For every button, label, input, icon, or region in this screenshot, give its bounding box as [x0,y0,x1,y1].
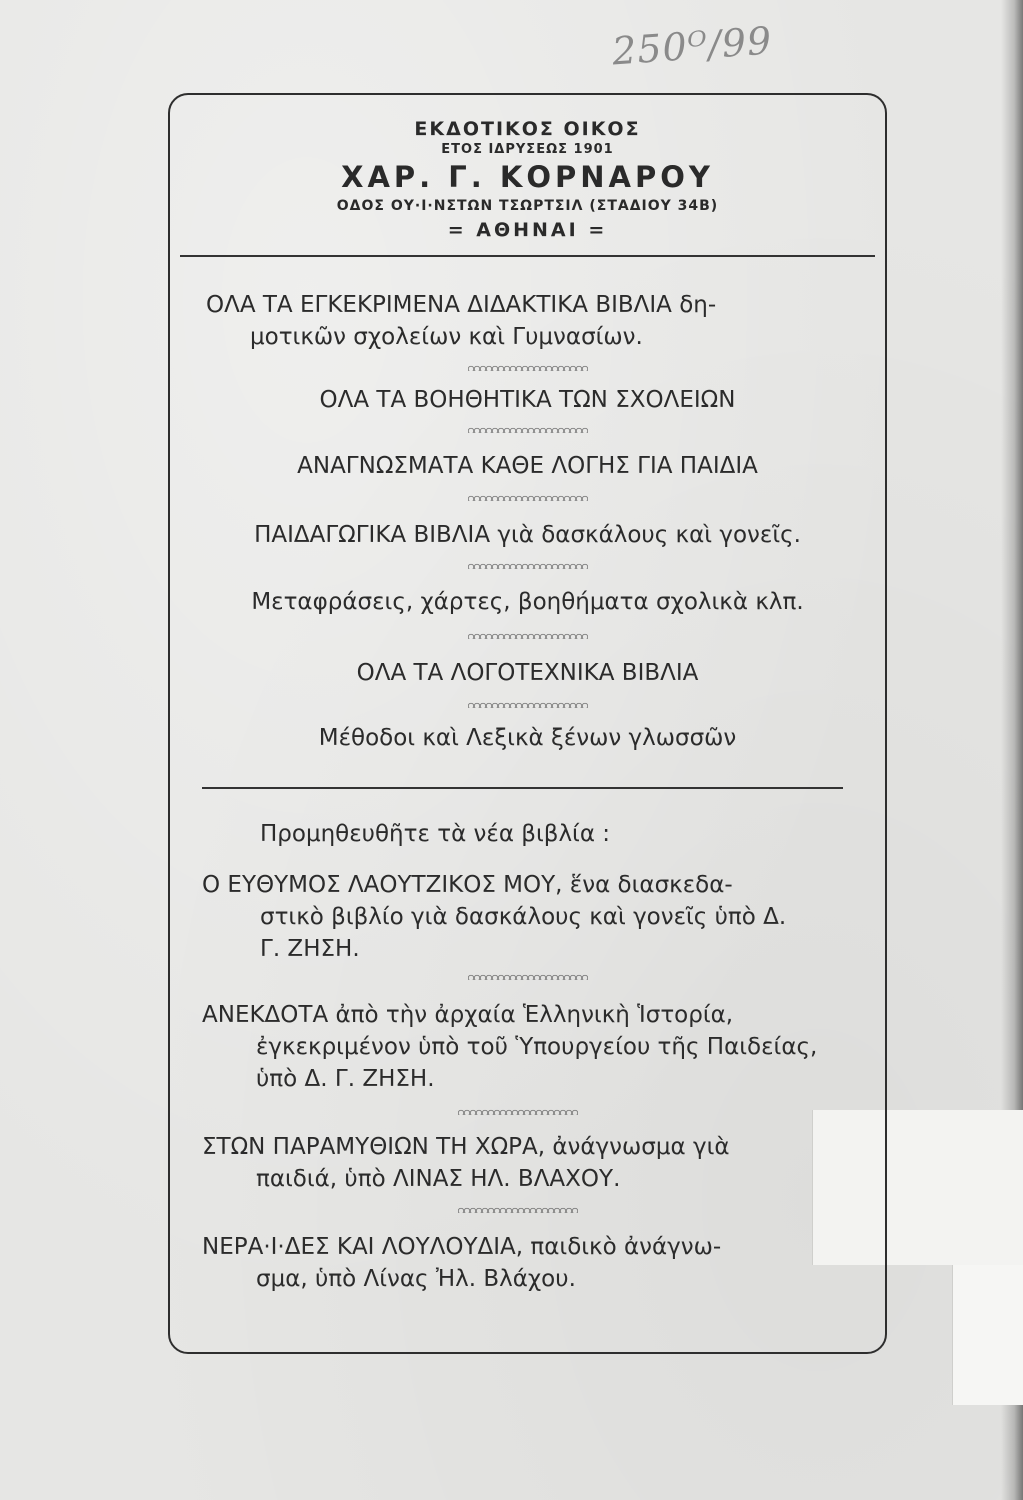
book1-line2: στικὸ βιβλίο γιὰ δασκάλους καὶ γονεῖς ὑπὸ Δ. [260,904,787,930]
ornament-divider [468,561,588,569]
book2-line1: ΑΝΕΚΔΟΤΑ ἀπὸ τὴν ἀρχαία Ἑλληνικὴ Ἱστορία, [202,1002,734,1028]
catalog-item1-line2: μοτικῶν σχολείων καὶ Γυμνασίων. [250,324,643,350]
divider-middle [202,787,843,789]
book3-line2: παιδιά, ὑπὸ ΛΙΝΑΣ ΗΛ. ΒΛΑΧΟΥ. [256,1166,621,1192]
ornament-divider [468,363,588,371]
ornament-divider [458,1205,578,1213]
catalog-item7: Μέθοδοι καὶ Λεξικὰ ξένων γλωσσῶν [318,725,737,751]
book4-line1: ΝΕΡΑ·Ι·ΔΕΣ ΚΑΙ ΛΟΥΛΟΥΔΙΑ, παιδικὸ ἀνάγνω- [202,1234,722,1260]
new-books-intro: Προμηθευθῆτε τὰ νέα βιβλία : [260,821,611,847]
advertisement-frame [168,93,887,1354]
ornament-divider [458,1107,578,1115]
header-line2: ΕΤΟΣ ΙΔΡΥΣΕΩΣ 1901 [441,142,614,157]
paper-patch [952,1265,1023,1405]
publisher-header [170,117,885,243]
publisher-city: = ΑΘΗΝΑΙ = [447,219,608,241]
catalog-item1-line1: ΟΛΑ ΤΑ ΕΓΚΕΚΡΙΜΕΝΑ ΔΙΔΑΚΤΙΚΑ ΒΙΒΛΙΑ δη- [206,292,717,318]
book2-line3: ὑπὸ Δ. Γ. ΖΗΣΗ. [256,1066,435,1092]
catalog-item2: ΟΛΑ ΤΑ ΒΟΗΘΗΤΙΚΑ ΤΩΝ ΣΧΟΛΕΙΩΝ [319,387,736,413]
book4-line2: σμα, ὑπὸ Λίνας Ἠλ. Βλάχου. [256,1266,576,1292]
publisher-address: ΟΔΟΣ ΟΥ·Ι·ΝΣΤΩΝ ΤΣΩΡΤΣΙΛ (ΣΤΑΔΙΟΥ 34Β) [336,198,719,214]
catalog-item3: ΑΝΑΓΝΩΣΜΑΤΑ ΚΑΘΕ ΛΟΓΗΣ ΓΙΑ ΠΑΙΔΙΑ [297,453,758,479]
catalog-item4: ΠΑΙΔΑΓΩΓΙΚΑ ΒΙΒΛΙΑ γιὰ δασκάλους καὶ γονεῖς. [254,522,801,548]
ornament-divider [468,425,588,433]
ornament-divider [468,700,588,708]
publisher-name: ΧΑΡ. Γ. ΚΟΡΝΑΡΟΥ [341,160,714,194]
ornament-divider [468,972,588,980]
handwritten-note: 250ᴼ/99 [610,18,774,74]
ornament-divider [468,631,588,639]
book2-line2: ἐγκεκριμένον ὑπὸ τοῦ Ὑπουργείου τῆς Παιδείας, [256,1034,818,1060]
book1-line3: Γ. ΖΗΣΗ. [260,936,360,962]
catalog-item6: ΟΛΑ ΤΑ ΛΟΓΟΤΕΧΝΙΚΑ ΒΙΒΛΙΑ [356,660,699,686]
divider-top [180,255,875,257]
ornament-divider [468,493,588,501]
catalog-item5: Μεταφράσεις, χάρτες, βοηθήματα σχολικὰ κλπ. [251,589,804,615]
book1-line1: Ο ΕΥΘΥΜΟΣ ΛΑΟΥΤΖΙΚΟΣ ΜΟΥ, ἕνα διασκεδα- [202,872,733,898]
header-line1: ΕΚΔΟΤΙΚΟΣ ΟΙΚΟΣ [414,118,641,140]
book3-line1: ΣΤΩΝ ΠΑΡΑΜΥΘΙΩΝ ΤΗ ΧΩΡΑ, ἀνάγνωσμα γιὰ [202,1134,730,1160]
